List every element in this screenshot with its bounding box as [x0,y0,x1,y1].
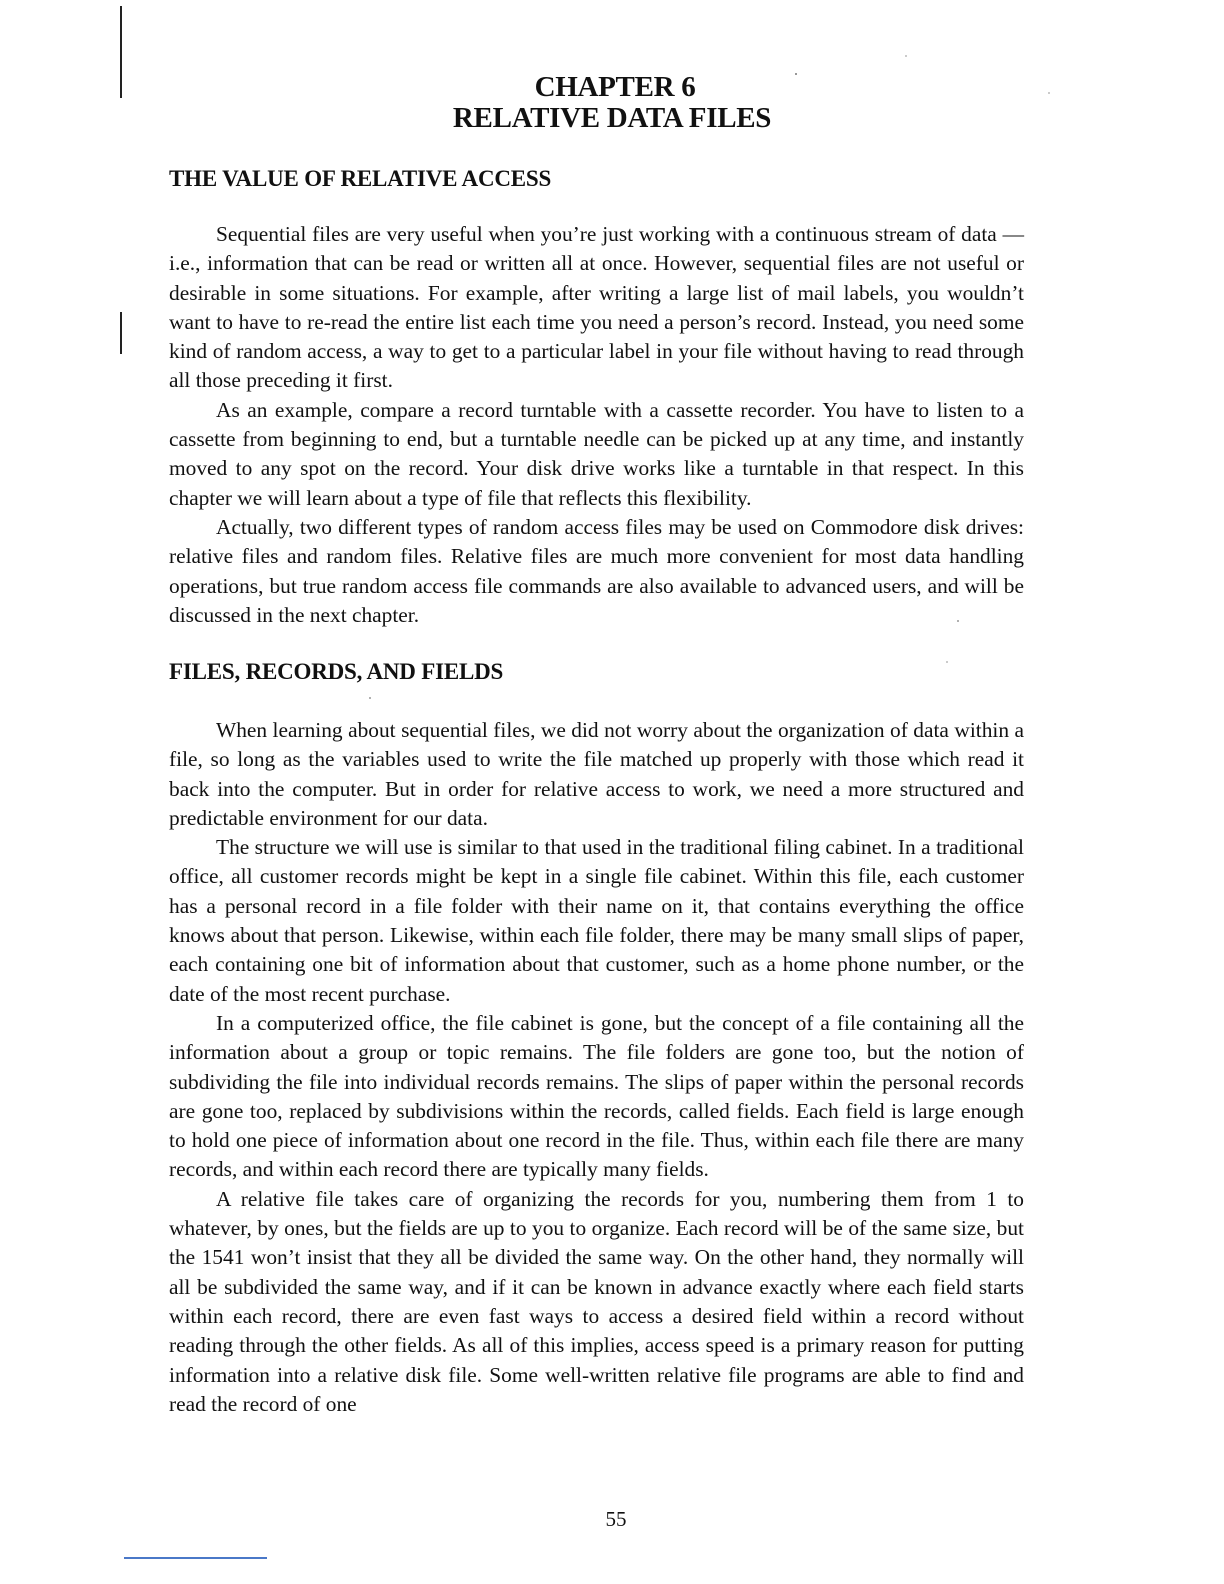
page-number: 55 [605,1507,627,1531]
section-heading: FILES, RECORDS, AND FIELDS [169,659,504,684]
paragraph: A relative file takes care of organizing the records for you, numbering them from 1 to whatever, by ones, but the fields are up to you to organize. Each record will be of the same size, but the 1541 won’t insist that they all be divided the same way. On the other hand, they normally will all be subdivided the same way, and if it can be known in advance exactly where each field starts within each record, there are even fast ways to access a desired field within a record without reading through the other fields. As all of this implies, access speed is a primary reason for putting information into a relative disk file. Some well-written relative file programs are able to find and read the record of one [169,1186,1024,1416]
section-body [169,220,1024,630]
scan-speck [369,697,371,699]
footer-rule [124,1557,267,1559]
margin-scan-mark [120,312,122,354]
section-heading: THE VALUE OF RELATIVE ACCESS [169,166,552,191]
paragraph: Actually, two different types of random access files may be used on Commodore disk drives: relative files and random files. Relative files are much more convenient for most data handling operations, but true random access file commands are also available to advanced users, and will be discussed in the next chapter. [169,514,1024,627]
paragraph: The structure we will use is similar to that used in the traditional filing cabinet. In a traditional office, all customer records might be kept in a single file cabinet. Within this file, each customer has a personal record in a file folder with their name on it, that contains everything the office knows about that person. Likewise, within each file folder, there may be many small slips of paper, each containing one bit of information about that customer, such as a home phone number, or the date of the most recent purchase. [169,835,1024,1006]
chapter-heading [0,72,1224,134]
paragraph: When learning about sequential files, we did not worry about the organization of data within a file, so long as the variables used to write the file matched up properly with those which read it back into the computer. But in order for relative access to work, we need a more structured and predictable environment for our data. [169,718,1024,830]
paragraph: In a computerized office, the file cabinet is gone, but the concept of a file containing all the information about a group or topic remains. The file folders are gone too, but the notion of subdividing the file into individual records remains. The slips of paper within the personal records are gone too, replaced by subdivisions within the records, called fields. Each field is large enough to hold one piece of information about one record in the file. Thus, within each file there are many records, and within each record there are typically many fields. [169,1010,1024,1182]
chapter-title: RELATIVE DATA FILES [452,102,772,134]
chapter-number: CHAPTER 6 [534,71,696,103]
paragraph: Sequential files are very useful when you’re just working with a continuous stream of data — i.e., information that can be read or written all at once. However, sequential files are not useful or desirable in some situations. For example, after writing a large list of mail labels, you wouldn’t want to have to re-read the entire list each time you need a person’s record. Instead, you need some kind of random access, a way to get to a particular label in your file without having to read through all those preceding it first. [169,222,1024,393]
scan-speck [905,55,907,57]
paragraph: As an example, compare a record turntable with a cassette recorder. You have to listen to a cassette from beginning to end, but a turntable needle can be picked up at any time, and instantly moved to any spot on the record. Your disk drive works like a turntable in that respect. In this chapter we will learn about a type of file that reflects this flexibility. [169,397,1024,510]
section-body [169,716,1024,1419]
scan-speck [946,661,948,663]
